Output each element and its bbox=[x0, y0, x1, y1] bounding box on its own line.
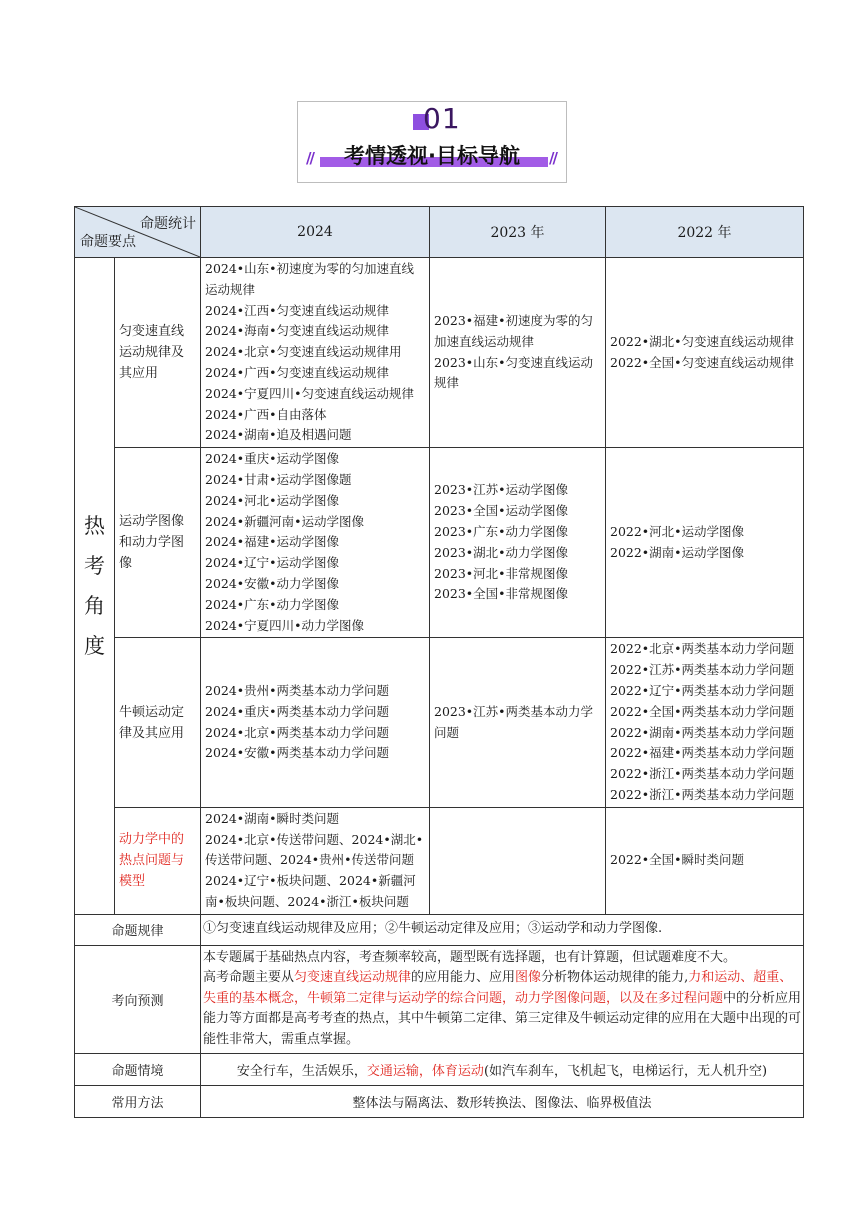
cell-2022: 2022•北京•两类基本动力学问题 2022•江苏•两类基本动力学问题 2022•辽宁•两类基本动力学问题 2022•全国•两类基本动力学问题 2022•湖南•两类基本动力学问题 2022•福建•两类基本动力学问题 2022•浙江•两类基本动力学问题 2022•浙江•两类基本动力学问题 bbox=[606, 638, 804, 807]
cell-2024: 2024•湖南•瞬时类问题 2024•北京•传送带问题、2024•湖北•传送带问题、2024•贵州•传送带问题 2024•辽宁•板块问题、2024•新疆河南•板块问题、2024•浙江•板块问题 bbox=[201, 807, 430, 914]
table-row bbox=[75, 258, 804, 448]
cell-2023: 2023•江苏•运动学图像 2023•全国•运动学图像 2023•广东•动力学图像 2023•湖北•动力学图像 2023•河北•非常规图像 2023•全国•非常规图像 bbox=[430, 448, 606, 638]
year-header-2024: 2024 bbox=[201, 207, 430, 258]
context-label: 命题情境 bbox=[75, 1053, 201, 1085]
table-row bbox=[75, 807, 804, 914]
exam-analysis-table bbox=[74, 206, 804, 1118]
cell-2022: 2022•湖北•匀变速直线运动规律 2022•全国•匀变速直线运动规律 bbox=[606, 258, 804, 448]
context-row bbox=[75, 1053, 804, 1085]
rule-label: 命题规律 bbox=[75, 914, 201, 945]
cell-2023-empty bbox=[430, 807, 606, 914]
slash-decoration-right: // bbox=[549, 149, 556, 167]
topic-cell: 动力学中的热点问题与模型 bbox=[115, 807, 201, 914]
topic-cell: 匀变速直线运动规律及其应用 bbox=[115, 258, 201, 448]
year-header-2023: 2023 年 bbox=[430, 207, 606, 258]
rule-text: ①匀变速直线运动规律及应用；②牛顿运动定律及应用；③运动学和动力学图像. bbox=[201, 914, 804, 945]
topic-cell: 牛顿运动定律及其应用 bbox=[115, 638, 201, 807]
corner-top-label: 命题统计 bbox=[140, 216, 196, 232]
method-row bbox=[75, 1085, 804, 1117]
cell-2024: 2024•贵州•两类基本动力学问题 2024•重庆•两类基本动力学问题 2024•北京•两类基本动力学问题 2024•安徽•两类基本动力学问题 bbox=[201, 638, 430, 807]
cell-2022: 2022•全国•瞬时类问题 bbox=[606, 807, 804, 914]
forecast-row bbox=[75, 945, 804, 1053]
corner-bottom-label: 命题要点 bbox=[80, 234, 136, 250]
forecast-text: 本专题属于基础热点内容，考查频率较高，题型既有选择题，也有计算题，但试题难度不大。 高考命题主要从匀变速直线运动规律的应用能力、应用图像分析物体运动规律的能力,力和运动、超重、失重的基本概念，牛顿第二定律与运动学的综合问题，动力学图像问题，以及在多过程问题中的分析应用能力等方面都是高考考查的热点，其中牛顿第二定律、第三定律及牛顿运动定律的应用在大题中出现的可能性非常大，需重点掌握。 bbox=[201, 945, 804, 1053]
table-row bbox=[75, 638, 804, 807]
section-badge bbox=[297, 101, 567, 183]
corner-header-cell bbox=[75, 207, 201, 258]
table-row bbox=[75, 448, 804, 638]
cell-2023: 2023•江苏•两类基本动力学问题 bbox=[430, 638, 606, 807]
cell-2024: 2024•山东•初速度为零的匀加速直线运动规律 2024•江西•匀变速直线运动规律 2024•海南•匀变速直线运动规律 2024•北京•匀变速直线运动规律用 2024•广西•匀变速直线运动规律 2024•宁夏四川•匀变速直线运动规律 2024•广西•自由落体 2024•湖南•追及相遇问题 bbox=[201, 258, 430, 448]
method-text: 整体法与隔离法、数形转换法、图像法、临界极值法 bbox=[201, 1085, 804, 1117]
forecast-label: 考向预测 bbox=[75, 945, 201, 1053]
section-title: 考情透视·目标导航 bbox=[344, 144, 520, 168]
year-header-2022: 2022 年 bbox=[606, 207, 804, 258]
group-label-hot-angles: 热 考 角 度 bbox=[75, 258, 115, 915]
cell-2024: 2024•重庆•运动学图像 2024•甘肃•运动学图像题 2024•河北•运动学图像 2024•新疆河南•运动学图像 2024•福建•运动学图像 2024•辽宁•运动学图像 2024•安徽•动力学图像 2024•广东•动力学图像 2024•宁夏四川•动力学图像 bbox=[201, 448, 430, 638]
slash-decoration-left: // bbox=[306, 149, 313, 167]
cell-2023: 2023•福建•初速度为零的匀加速直线运动规律 2023•山东•匀变速直线运动规律 bbox=[430, 258, 606, 448]
rule-row bbox=[75, 914, 804, 945]
table-header-row bbox=[75, 207, 804, 258]
cell-2022: 2022•河北•运动学图像 2022•湖南•运动学图像 bbox=[606, 448, 804, 638]
topic-cell: 运动学图像和动力学图像 bbox=[115, 448, 201, 638]
context-text: 安全行车，生活娱乐，交通运输，体育运动(如汽车刹车，飞机起飞，电梯运行，无人机升空) bbox=[201, 1053, 804, 1085]
section-number: 01 bbox=[423, 102, 461, 135]
method-label: 常用方法 bbox=[75, 1085, 201, 1117]
